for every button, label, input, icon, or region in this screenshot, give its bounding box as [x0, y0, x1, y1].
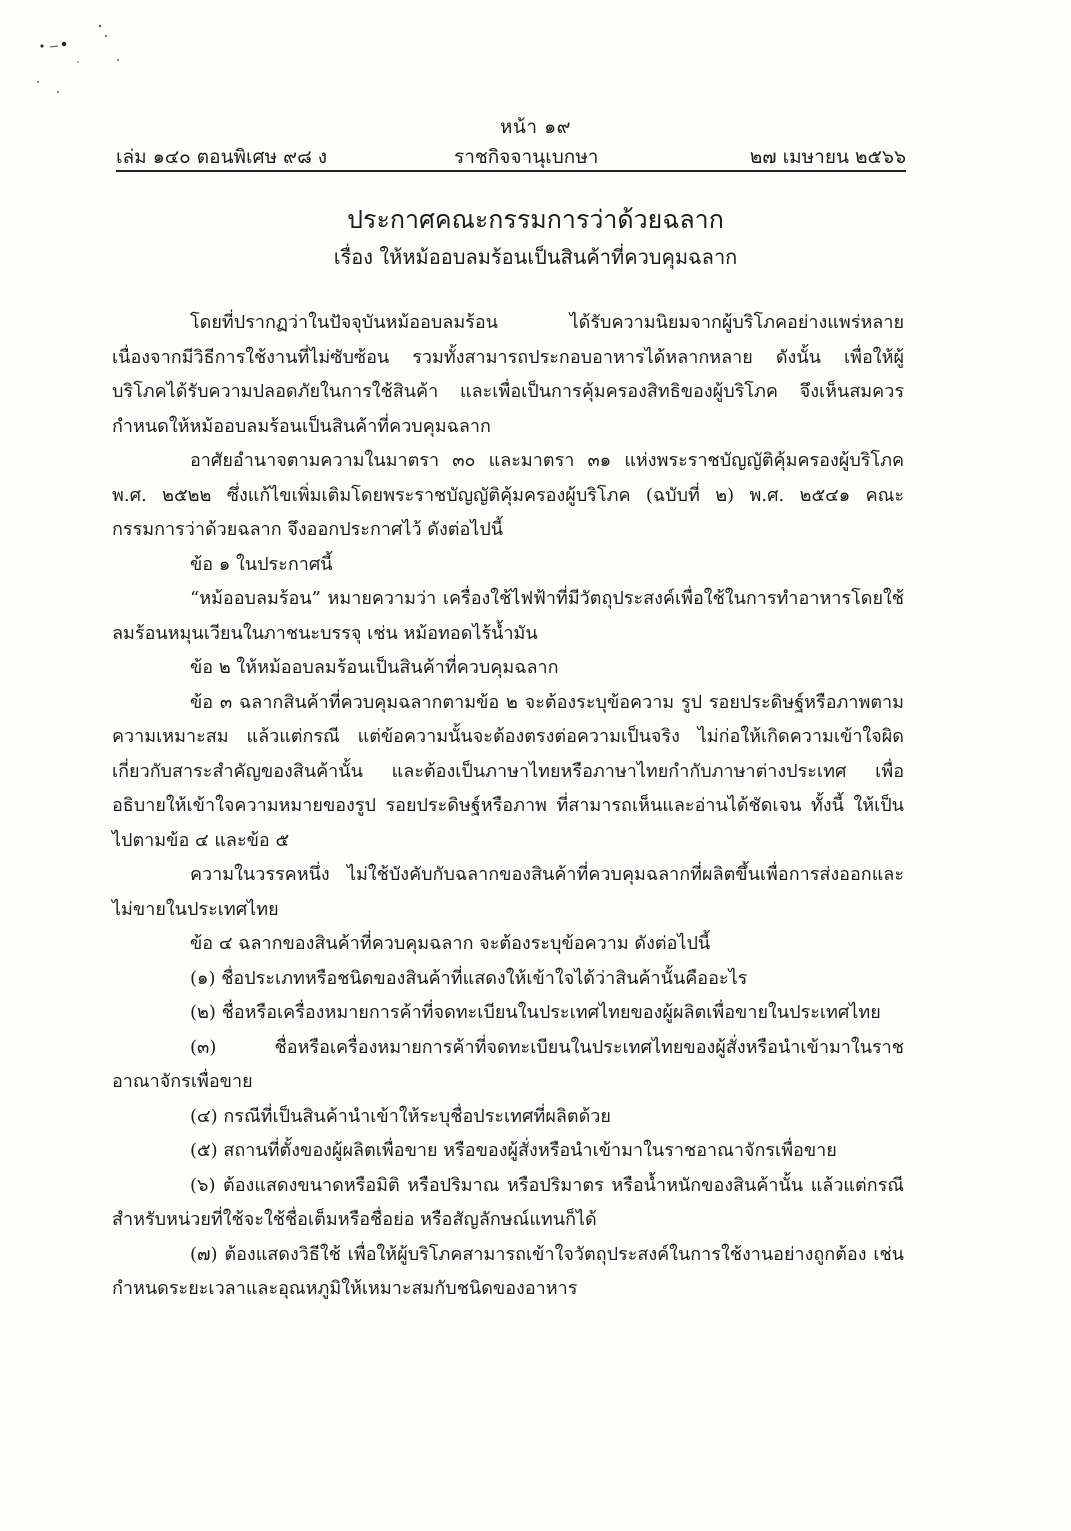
clause-3-second-paragraph: ความในวรรคหนึ่ง ไม่ใช้บังคับกับฉลากของสินค้าที่ควบคุมฉลากที่ผลิตขึ้นเพื่อการส่งออกและไม่ขายในประเทศไทย [112, 864, 904, 920]
clause-4-item-7: (๗) ต้องแสดงวิธีใช้ เพื่อให้ผู้บริโภคสามารถเข้าใจวัตถุประสงค์ในการใช้งานอย่างถูกต้อง เช่น กำหนดระยะเวลาและอุณหภูมิให้เหมาะสมกับชนิดของอาหาร [112, 1243, 904, 1299]
clause-4: ข้อ ๔ ฉลากของสินค้าที่ควบคุมฉลาก จะต้องระบุข้อความ ดังต่อไปนี้ [190, 933, 711, 954]
clause-3: ข้อ ๓ ฉลากสินค้าที่ควบคุมฉลากตามข้อ ๒ จะต้องระบุข้อความ รูป รอยประดิษฐ์หรือภาพตามความเหมาะสม แล้วแต่กรณี แต่ข้อความนั้นจะต้องตรงต่อความเป็นจริง ไม่ก่อให้เกิดความเข้าใจผิดเกี่ยวกับสาระสำคัญของสินค้านั้น และต้องเป็นภาษาไทยหรือภาษาไทยกำกับภาษาต่างประเทศ เพื่ออธิบายให้เข้าใจความหมายของรูป รอยประดิษฐ์หรือภาพ ที่สามารถเห็นและอ่านได้ชัดเจน ทั้งนี้ ให้เป็นไปตามข้อ ๔ และข้อ ๕ [112, 691, 904, 851]
header-divider [116, 170, 906, 172]
clause-4-item-2: (๒) ชื่อหรือเครื่องหมายการค้าที่จดทะเบียนในประเทศไทยของผู้ผลิตเพื่อขายในประเทศไทย [190, 1002, 881, 1023]
document-title: ประกาศคณะกรรมการว่าด้วยฉลาก [347, 205, 724, 234]
clause-1: ข้อ ๑ ในประกาศนี้ [190, 553, 333, 575]
clause-4-item-6: (๖) ต้องแสดงขนาดหรือมิติ หรือปริมาณ หรือปริมาตร หรือน้ำหนักของสินค้านั้น แล้วแต่กรณี สำหรับหน่วยที่ใช้จะใช้ชื่อเต็มหรือชื่อย่อ หรือสัญลักษณ์แทนก็ได้ [112, 1174, 904, 1230]
scan-speckle-marks [20, 20, 140, 110]
clause-4-item-1: (๑) ชื่อประเภทหรือชนิดของสินค้าที่แสดงให้เข้าใจได้ว่าสินค้านั้นคืออะไร [190, 967, 748, 989]
publication-date: ๒๗ เมษายน ๒๕๖๖ [749, 146, 906, 168]
page-number: หน้า ๑๙ [499, 116, 572, 138]
volume-issue: เล่ม ๑๔๐ ตอนพิเศษ ๙๘ ง [116, 146, 328, 168]
authority-paragraph: อาศัยอำนาจตามความในมาตรา ๓๐ และมาตรา ๓๑ แห่งพระราชบัญญัติคุ้มครองผู้บริโภค พ.ศ. ๒๕๒๒ ซึ่งแก้ไขเพิ่มเติมโดยพระราชบัญญัติคุ้มครองผู้บริโภค (ฉบับที่ ๒) พ.ศ. ๒๕๔๑ คณะกรรมการว่าด้วยฉลาก จึงออกประกาศไว้ ดังต่อไปนี้ [112, 450, 904, 540]
clause-4-item-5: (๕) สถานที่ตั้งของผู้ผลิตเพื่อขาย หรือของผู้สั่งหรือนำเข้ามาในราชอาณาจักรเพื่อขาย [190, 1140, 837, 1161]
gazette-header [116, 142, 906, 170]
publication-name: ราชกิจจานุเบกษา [454, 146, 599, 168]
document-body [112, 306, 904, 1307]
clause-4-item-4: (๔) กรณีที่เป็นสินค้านำเข้าให้ระบุชื่อประเทศที่ผลิตด้วย [190, 1105, 611, 1127]
clause-2: ข้อ ๒ ให้หม้ออบลมร้อนเป็นสินค้าที่ควบคุมฉลาก [190, 657, 559, 678]
clause-4-item-3: (๓) ชื่อหรือเครื่องหมายการค้าที่จดทะเบียนในประเทศไทยของผู้สั่งหรือนำเข้ามาในราชอาณาจักรเพื่อขาย [112, 1036, 904, 1092]
definition-paragraph: “หม้ออบลมร้อน” หมายความว่า เครื่องใช้ไฟฟ้าที่มีวัตถุประสงค์เพื่อใช้ในการทำอาหารโดยใช้ลมร้อนหมุนเวียนในภาชนะบรรจุ เช่น หม้อทอดไร้น้ำมัน [112, 588, 904, 644]
document-subject: เรื่อง ให้หม้ออบลมร้อนเป็นสินค้าที่ควบคุมฉลาก [333, 245, 738, 269]
preamble-paragraph: โดยที่ปรากฏว่าในปัจจุบันหม้ออบลมร้อน ได้รับความนิยมจากผู้บริโภคอย่างแพร่หลาย เนื่องจากมีวิธีการใช้งานที่ไม่ซับซ้อน รวมทั้งสามารถประกอบอาหารได้หลากหลาย ดังนั้น เพื่อให้ผู้บริโภคได้รับความปลอดภัยในการใช้สินค้า และเพื่อเป็นการคุ้มครองสิทธิของผู้บริโภค จึงเห็นสมควรกำหนดให้หม้ออบลมร้อนเป็นสินค้าที่ควบคุมฉลาก [112, 312, 904, 437]
